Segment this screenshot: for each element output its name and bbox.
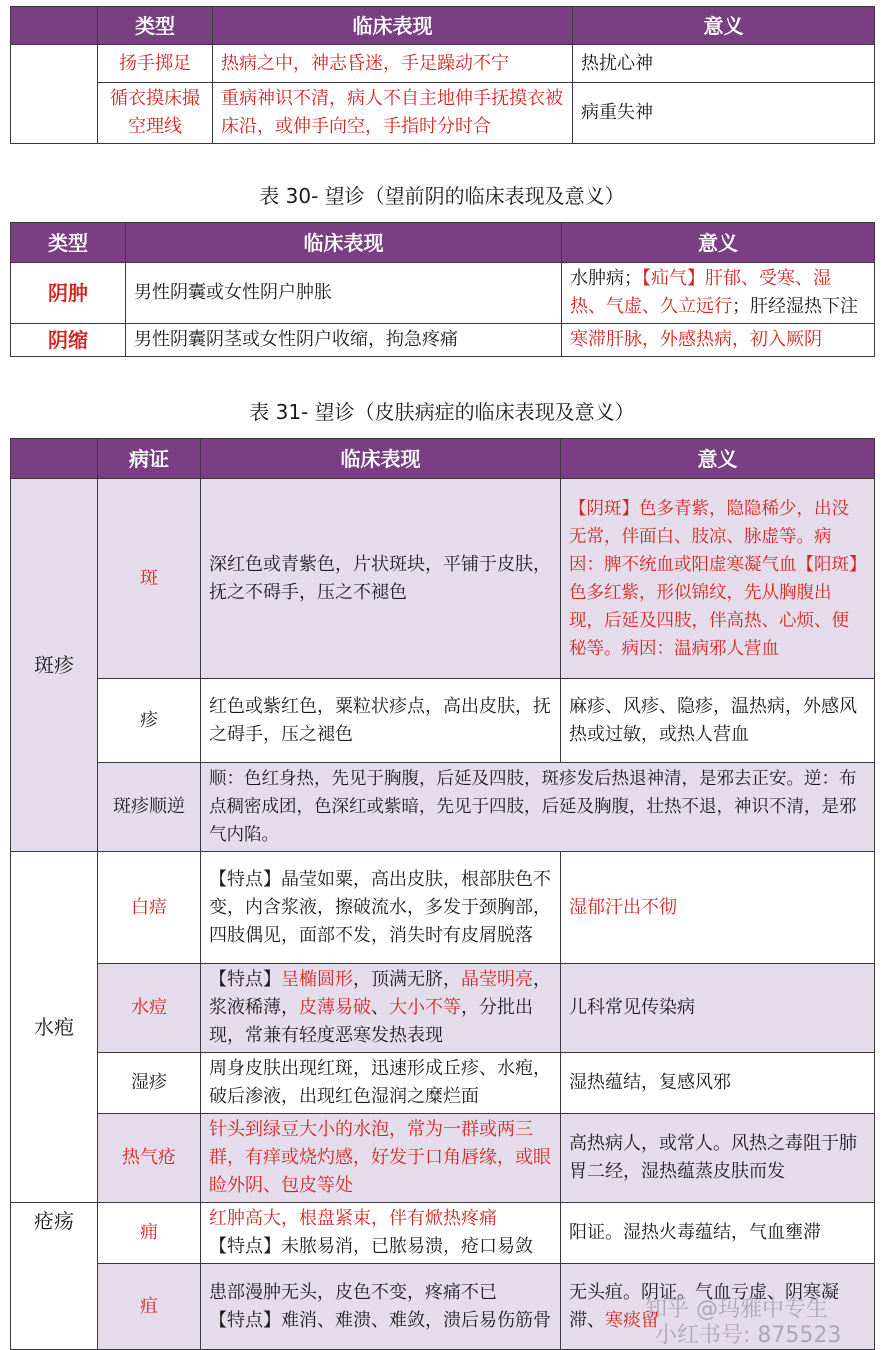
table-row xyxy=(11,679,875,763)
meaning-cell: 湿热蕴结，复感风邪 xyxy=(561,1053,875,1114)
table-30-title: 表 30- 望诊（望前阴的临床表现及意义） xyxy=(259,184,625,208)
type-cell: 循衣摸床撮空理线 xyxy=(98,83,213,144)
meaning-part: ；肝经湿热下注 xyxy=(732,296,858,317)
meaning-cell: 湿郁汗出不彻 xyxy=(561,852,875,964)
table-row xyxy=(11,324,875,357)
header-clinical: 临床表现 xyxy=(126,223,562,263)
table-31-title: 表 31- 望诊（皮肤病症的临床表现及意义） xyxy=(249,400,635,424)
table-29-header xyxy=(11,7,875,45)
text-part-red: 呈椭圆形 xyxy=(281,969,353,990)
header-meaning: 意义 xyxy=(562,223,875,263)
type-cell: 扬手掷足 xyxy=(98,45,213,83)
table-row xyxy=(11,1114,875,1203)
header-clinical: 临床表现 xyxy=(201,439,561,479)
header-blank xyxy=(11,439,98,479)
clinical-cell xyxy=(201,1264,561,1350)
meaning-cell: 寒滞肝脉，外感热病，初入厥阴 xyxy=(562,324,875,357)
header-blank xyxy=(11,7,98,45)
clinical-cell xyxy=(201,964,561,1053)
table-row xyxy=(11,479,875,679)
disease-cell: 热气疮 xyxy=(98,1114,201,1203)
table-30-header xyxy=(11,223,875,263)
text-part-red: 寒痰留 xyxy=(605,1309,659,1331)
disease-cell: 疹 xyxy=(98,679,201,763)
type-cell: 阴肿 xyxy=(11,263,126,324)
table-row xyxy=(11,263,875,324)
table-row xyxy=(11,852,875,964)
text-part: ，顶满无脐， xyxy=(353,969,461,990)
text-part: 患部漫肿无头，皮色不变，疼痛不已 xyxy=(209,1281,497,1303)
table-row xyxy=(11,83,875,144)
watermark-line2: 小红书号: 875523 xyxy=(655,1323,842,1348)
shunni-text: 顺：色红身热，先见于胸腹，后延及四肢，斑疹发后热退神清，是邪去正安。逆：布点稠密成团，色深红或紫暗，先见于四肢，后延及胸腹，壮热不退，神识不清，是邪气内陷。 xyxy=(201,763,875,852)
header-meaning: 意义 xyxy=(561,439,875,479)
group-banzhen: 斑疹 xyxy=(11,479,98,852)
text-part-red: 皮薄易破 xyxy=(299,997,371,1018)
clinical-cell: 男性阴囊或女性阴户肿胀 xyxy=(126,263,562,324)
meaning-cell: 热扰心神 xyxy=(573,45,875,83)
meaning-cell: 高热病人，或常人。风热之毒阻于肺胃二经，湿热蕴蒸皮肤而发 xyxy=(561,1114,875,1203)
group-chuangyang: 疮疡 xyxy=(11,1203,98,1350)
table-row xyxy=(11,1053,875,1114)
header-type: 类型 xyxy=(98,7,213,45)
meaning-cell: 【阴斑】色多青紫，隐隐稀少，出没无常，伴面白、肢凉、脉虚等。病因：脾不统血或阳虚寒凝气血【阳斑】色多红紫，形似锦纹，先从胸腹出现，后延及四肢，伴高热、心烦、便秘等。病因：温病邪人营血 xyxy=(561,479,875,679)
clinical-cell xyxy=(201,1203,561,1264)
clinical-cell: 红色或紫红色，粟粒状疹点，高出皮肤，抚之碍手，压之褪色 xyxy=(201,679,561,763)
disease-cell: 白㾦 xyxy=(98,852,201,964)
text-part: ，分批出现，常兼有轻度恶寒发热表现 xyxy=(209,997,533,1046)
header-type: 类型 xyxy=(11,223,126,263)
table-31-header xyxy=(11,439,875,479)
text-part: 【特点】 xyxy=(209,969,281,990)
meaning-cell: 儿科常见传染病 xyxy=(561,964,875,1053)
clinical-cell: 周身皮肤出现红斑，迅速形成丘疹、水疱，破后渗液，出现红色湿润之糜烂面 xyxy=(201,1053,561,1114)
text-part: ，浆液稀薄， xyxy=(209,969,551,1018)
disease-cell: 疽 xyxy=(98,1264,201,1350)
clinical-cell: 重病神识不清，病人不自主地伸手抚摸衣被床沿，或伸手向空，手指时分时合 xyxy=(213,83,573,144)
header-disease: 病证 xyxy=(98,439,201,479)
group-cell xyxy=(11,45,98,144)
header-clinical: 临床表现 xyxy=(213,7,573,45)
text-part: 、 xyxy=(371,997,389,1018)
text-part-red: 红肿高大，根盘紧束，伴有焮热疼痛 xyxy=(209,1208,497,1229)
table-row xyxy=(11,45,875,83)
clinical-cell: 【特点】晶莹如粟，高出皮肤，根部肤色不变，内含浆液，擦破流水，多发于颈胸部，四肢偶见，面部不发，消失时有皮屑脱落 xyxy=(201,852,561,964)
table-30 xyxy=(10,222,875,357)
table-31 xyxy=(10,438,875,1350)
watermark-line1: 知乎 @玛雅中专生 xyxy=(645,1297,828,1322)
table-row xyxy=(11,763,875,852)
disease-cell: 痈 xyxy=(98,1203,201,1264)
disease-cell: 斑疹顺逆 xyxy=(98,763,201,852)
text-part: 无头疽。阴证。气血亏虚、阴寒凝滞、 xyxy=(569,1281,839,1331)
group-shuipao: 水疱 xyxy=(11,852,98,1203)
meaning-part-red: 【疝气】肝郁、受寒、湿热、气虚、久立远行 xyxy=(570,268,831,317)
clinical-cell: 深红色或青紫色，片状斑块，平铺于皮肤，抚之不碍手，压之不褪色 xyxy=(201,479,561,679)
disease-cell: 斑 xyxy=(98,479,201,679)
clinical-cell: 男性阴囊阴茎或女性阴户收缩，拘急疼痛 xyxy=(126,324,562,357)
meaning-cell: 阳证。湿热火毒蕴结，气血壅滞 xyxy=(561,1203,875,1264)
type-cell: 阴缩 xyxy=(11,324,126,357)
table-row xyxy=(11,1203,875,1264)
meaning-part: 水肿病； xyxy=(570,268,642,289)
table-row xyxy=(11,964,875,1053)
header-meaning: 意义 xyxy=(573,7,875,45)
meaning-cell: 病重失神 xyxy=(573,83,875,144)
table-29 xyxy=(10,6,875,144)
text-part-red: 晶莹明亮 xyxy=(461,969,533,990)
text-part-red: 大小不等 xyxy=(389,997,461,1018)
text-part: 【特点】难消、难溃、难敛，溃后易伤筋骨 xyxy=(209,1309,551,1331)
disease-cell: 水痘 xyxy=(98,964,201,1053)
clinical-cell: 针头到绿豆大小的水泡，常为一群或两三群，有痒或烧灼感，好发于口角唇缘，或眼睑外阴、包皮等处 xyxy=(201,1114,561,1203)
disease-cell: 湿疹 xyxy=(98,1053,201,1114)
meaning-cell xyxy=(562,263,875,324)
meaning-cell: 麻疹、风疹、隐疹，温热病，外感风热或过敏，或热人营血 xyxy=(561,679,875,763)
clinical-cell: 热病之中，神志昏迷，手足躁动不宁 xyxy=(213,45,573,83)
text-part: 【特点】未脓易消，已脓易溃，疮口易敛 xyxy=(209,1236,533,1257)
